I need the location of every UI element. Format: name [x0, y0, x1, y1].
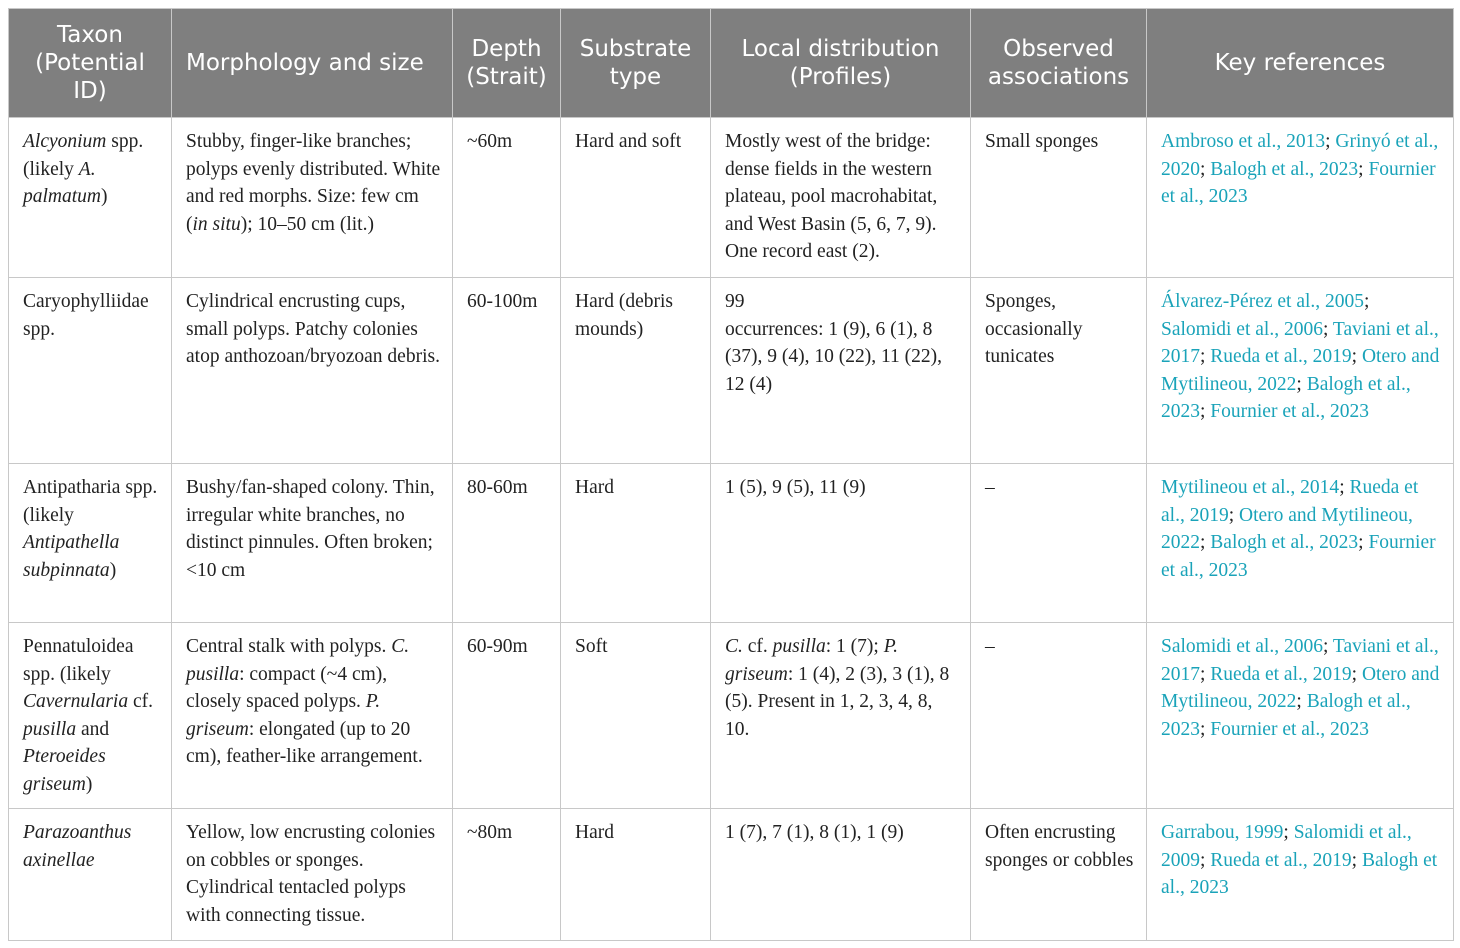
reference-link[interactable]: Taviani et al., 2017: [1161, 636, 1439, 685]
header-depth: Depth (Strait): [453, 9, 561, 118]
separator: ;: [1296, 373, 1307, 395]
table-row: [9, 118, 1454, 278]
taxa-table: [8, 8, 1454, 941]
reference-link[interactable]: Rueda et al., 2019: [1210, 663, 1352, 685]
italic-text: Pteroeides griseum: [23, 746, 106, 795]
text: Hard: [575, 477, 614, 498]
cell-substrate: [561, 464, 711, 623]
italic-text: Alcyonium: [23, 131, 107, 152]
italic-text: pusilla: [23, 718, 77, 740]
italic-text: A. palmatum: [23, 158, 101, 208]
cell-depth: [453, 278, 561, 464]
separator: ;: [1200, 532, 1211, 554]
table-row: [9, 278, 1454, 464]
text: cf.: [742, 636, 773, 657]
separator: ;: [1351, 663, 1362, 685]
text: cf.: [128, 691, 153, 713]
cell-distribution: [711, 623, 971, 809]
italic-text: C.: [725, 636, 743, 657]
text: ~80m: [467, 822, 513, 843]
reference-link[interactable]: Balogh et al., 2023: [1210, 158, 1359, 180]
text: –: [985, 636, 995, 657]
cell-associations: [971, 118, 1147, 278]
table-row: [9, 464, 1454, 623]
reference-link[interactable]: Balogh et al., 2023: [1161, 691, 1411, 740]
header-taxon: Taxon (Potential ID): [9, 9, 172, 118]
text: ~60m: [467, 131, 513, 152]
text: Antipatharia spp. (likely: [23, 477, 158, 526]
separator: ;: [1339, 477, 1350, 498]
cell-associations: [971, 809, 1147, 941]
reference-link[interactable]: Salomidi et al., 2006: [1161, 636, 1323, 657]
text: Often encrusting sponges or cobbles: [985, 822, 1134, 871]
table-row: [9, 623, 1454, 809]
text: Hard (debris mounds): [575, 291, 674, 340]
text: ); 10–50 cm (lit.): [240, 213, 374, 235]
reference-link[interactable]: Ambroso et al., 2013: [1161, 131, 1326, 152]
cell-morphology: [172, 623, 453, 809]
italic-text: in situ: [192, 213, 241, 235]
separator: ;: [1351, 849, 1362, 871]
text: Central stalk with polyps.: [186, 636, 392, 657]
italic-text: P. griseum: [186, 691, 381, 740]
cell-morphology: [172, 464, 453, 623]
separator: ;: [1200, 663, 1211, 685]
reference-link[interactable]: Fournier et al., 2023: [1210, 718, 1369, 740]
text: Pennatuloidea spp. (likely: [23, 636, 134, 685]
cell-substrate: [561, 809, 711, 941]
text: 80-60m: [467, 477, 528, 498]
text: 60-100m: [467, 291, 538, 312]
italic-text: pusilla: [772, 636, 826, 657]
text: spp. (likely: [23, 131, 144, 180]
cell-references: [1147, 278, 1454, 464]
header-row: [9, 9, 1454, 118]
separator: ;: [1322, 318, 1333, 340]
reference-link[interactable]: Salomidi et al., 2009: [1161, 822, 1412, 871]
text: 1 (7), 7 (1), 8 (1), 1 (9): [725, 822, 904, 843]
text: –: [985, 477, 995, 498]
cell-distribution: [711, 118, 971, 278]
cell-taxon: [9, 118, 172, 278]
separator: ;: [1283, 822, 1294, 843]
separator: ;: [1322, 636, 1333, 657]
text: Hard and soft: [575, 131, 682, 152]
cell-substrate: [561, 278, 711, 464]
cell-distribution: [711, 464, 971, 623]
reference-link[interactable]: Salomidi et al., 2006: [1161, 318, 1323, 340]
separator: ;: [1200, 158, 1211, 180]
cell-depth: [453, 809, 561, 941]
text: ): [109, 559, 117, 581]
text: Bushy/fan-shaped colony. Thin, irregular white branches, no distinct pinnules. Often broken; <10 cm: [186, 477, 435, 581]
text: Cylindrical encrusting cups, small polyps. Patchy colonies atop anthozoan/bryozoan debris.: [186, 291, 440, 368]
cell-associations: [971, 278, 1147, 464]
cell-taxon: [9, 278, 172, 464]
cell-taxon: [9, 623, 172, 809]
text: Sponges, occasionally tunicates: [985, 291, 1083, 368]
cell-morphology: [172, 809, 453, 941]
cell-taxon: [9, 464, 172, 623]
header-morphology: Morphology and size: [172, 9, 453, 118]
reference-link[interactable]: Balogh et al., 2023: [1210, 532, 1359, 554]
reference-link[interactable]: Balogh et al., 2023: [1161, 373, 1411, 423]
text: : elongated (up to 20 cm), feather-like arrangement.: [186, 718, 423, 768]
reference-link[interactable]: Álvarez-Pérez et al., 2005: [1161, 291, 1365, 312]
text: Soft: [575, 636, 608, 657]
table-row: [9, 809, 1454, 941]
reference-link[interactable]: Otero and Mytilineou, 2022: [1161, 346, 1440, 395]
text: ): [101, 186, 108, 208]
separator: ;: [1200, 401, 1211, 423]
separator: ;: [1325, 131, 1336, 152]
italic-text: Antipathella subpinnata: [23, 532, 120, 581]
separator: ;: [1200, 346, 1211, 368]
cell-depth: [453, 118, 561, 278]
separator: ;: [1200, 849, 1211, 871]
separator: ;: [1296, 691, 1307, 713]
reference-link[interactable]: Grinyó et al., 2020: [1161, 131, 1439, 180]
cell-depth: [453, 623, 561, 809]
reference-link[interactable]: Rueda et al., 2019: [1210, 849, 1352, 871]
reference-link[interactable]: Rueda et al., 2019: [1161, 477, 1419, 526]
separator: ;: [1358, 158, 1369, 180]
reference-link[interactable]: Fournier et al., 2023: [1161, 158, 1436, 208]
header-distribution: Local distribution (Profiles): [711, 9, 971, 118]
text: 1 (5), 9 (5), 11 (9): [725, 477, 866, 498]
text: : compact (~4 cm), closely spaced polyps.: [186, 663, 388, 713]
reference-link[interactable]: Fournier et al., 2023: [1210, 401, 1369, 423]
cell-morphology: [172, 278, 453, 464]
text: Yellow, low encrusting colonies on cobbles or sponges. Cylindrical tentacled polyps with connecting tissue.: [186, 822, 436, 926]
text: : 1 (4), 2 (3), 3 (1), 8 (5). Present in 1, 2, 3, 4, 8, 10.: [725, 663, 950, 740]
text: : 1 (7);: [825, 636, 884, 657]
italic-text: Parazoanthus axinellae: [23, 822, 132, 871]
reference-link[interactable]: Garrabou, 1999: [1161, 822, 1284, 843]
text: 99: [725, 291, 745, 312]
text: Stubby, finger-like branches; polyps evenly distributed. White and red morphs. Size: few cm (: [186, 131, 441, 235]
cell-references: [1147, 464, 1454, 623]
header-associations: Observed associations: [971, 9, 1147, 118]
cell-distribution: [711, 809, 971, 941]
cell-substrate: [561, 623, 711, 809]
text: Hard: [575, 822, 614, 843]
separator: ;: [1358, 532, 1369, 554]
cell-distribution: [711, 278, 971, 464]
cell-references: [1147, 809, 1454, 941]
italic-text: P. griseum: [725, 636, 898, 685]
reference-link[interactable]: Otero and Mytilineou, 2022: [1161, 504, 1413, 554]
text: Mostly west of the bridge: dense fields in the western plateau, pool macrohabitat, and West Basin (5, 6, 7, 9). One record east (2).: [725, 131, 938, 263]
italic-text: C. pusilla: [186, 636, 410, 685]
separator: ;: [1351, 346, 1362, 368]
reference-link[interactable]: Mytilineou et al., 2014: [1161, 477, 1340, 498]
cell-morphology: [172, 118, 453, 278]
reference-link[interactable]: Taviani et al., 2017: [1161, 318, 1439, 368]
text: 60-90m: [467, 636, 528, 657]
reference-link[interactable]: Rueda et al., 2019: [1210, 346, 1352, 368]
text: Small sponges: [985, 131, 1099, 152]
reference-link[interactable]: Fournier et al., 2023: [1161, 532, 1436, 581]
cell-depth: [453, 464, 561, 623]
separator: ;: [1228, 504, 1239, 526]
text: ): [85, 773, 93, 795]
cell-associations: [971, 464, 1147, 623]
italic-text: Cavernularia: [23, 691, 129, 713]
separator: ;: [1364, 291, 1370, 312]
cell-substrate: [561, 118, 711, 278]
reference-link[interactable]: Otero and Mytilineou, 2022: [1161, 663, 1440, 713]
text: and: [76, 718, 110, 740]
cell-taxon: [9, 809, 172, 941]
separator: ;: [1200, 718, 1211, 740]
cell-references: [1147, 623, 1454, 809]
header-substrate: Substrate type: [561, 9, 711, 118]
header-references: Key references: [1147, 9, 1454, 118]
cell-references: [1147, 118, 1454, 278]
text: occurrences: 1 (9), 6 (1), 8 (37), 9 (4), 10 (22), 11 (22), 12 (4): [725, 318, 942, 395]
text: Caryophylliidae spp.: [23, 291, 149, 340]
reference-link[interactable]: Balogh et al., 2023: [1161, 849, 1438, 899]
cell-associations: [971, 623, 1147, 809]
